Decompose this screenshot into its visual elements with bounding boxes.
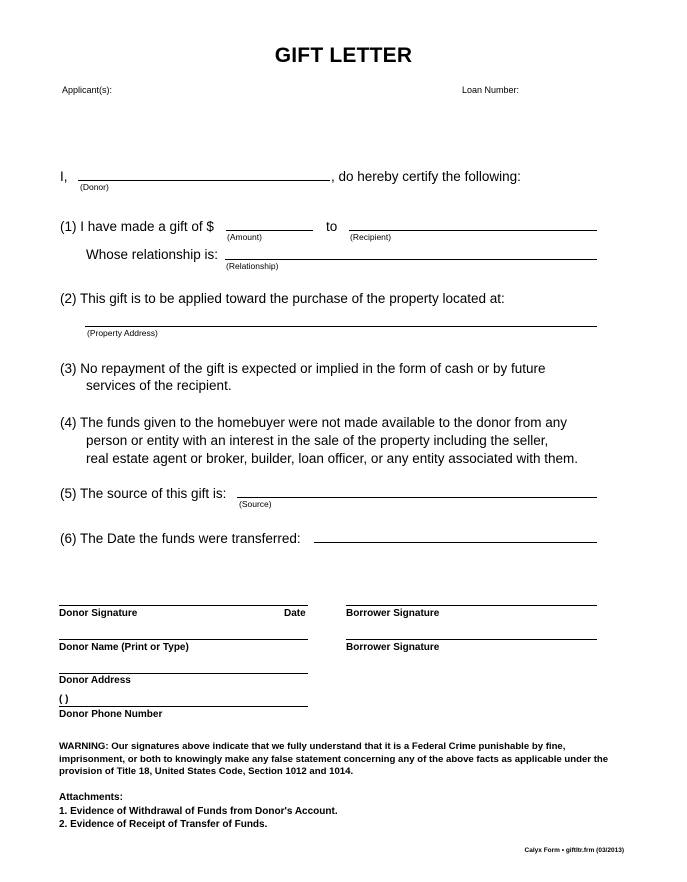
attachment-item-1: 1. Evidence of Withdrawal of Funds from Donor's Account. [59,806,338,817]
property-address-line[interactable] [85,326,597,327]
donor-name-line[interactable] [78,180,330,181]
borrower-signature-line-2[interactable] [346,639,597,640]
recipient-line[interactable] [349,230,597,231]
donor-phone-label: Donor Phone Number [59,709,163,720]
relationship-line[interactable] [225,259,597,260]
attachments-label: Attachments: [59,792,123,803]
item-6-text: (6) The Date the funds were transferred: [60,531,301,546]
borrower-signature-line-1[interactable] [346,605,597,606]
attachment-item-2: 2. Evidence of Receipt of Transfer of Funds. [59,819,268,830]
borrower-signature-label-1: Borrower Signature [346,608,440,619]
item-2-text: (2) This gift is to be applied toward the purchase of the property located at: [60,291,505,306]
loan-number-label: Loan Number: [462,85,520,95]
donor-signature-label: Donor Signature [59,608,138,619]
item-3-line-1: (3) No repayment of the gift is expected or implied in the form of cash or by future [60,361,546,376]
item-5-text: (5) The source of this gift is: [60,486,227,501]
to-text: to [326,219,338,234]
phone-area-code: ( ) [59,694,69,705]
item-4-line-3: real estate agent or broker, builder, loan officer, or any entity associated with them. [86,451,579,466]
item-4-line-2: person or entity with an interest in the sale of the property including the seller, [86,433,549,448]
relationship-caption: (Relationship) [226,261,279,271]
donor-address-label: Donor Address [59,675,131,686]
applicants-label: Applicant(s): [62,85,113,95]
transfer-date-line[interactable] [314,542,597,543]
page-title: GIFT LETTER [274,44,413,67]
source-line[interactable] [237,497,597,498]
donor-phone-line[interactable] [59,706,308,707]
certify-suffix: , do hereby certify the following: [331,169,521,184]
donor-name-print-line[interactable] [59,639,308,640]
amount-caption: (Amount) [227,232,262,242]
item-4-line-1: (4) The funds given to the homebuyer were not made available to the donor from any [60,415,568,430]
relationship-text: Whose relationship is: [86,247,219,262]
recipient-caption: (Recipient) [350,232,392,242]
item-3-line-2: services of the recipient. [86,378,232,393]
item-1-text: (1) I have made a gift of $ [60,219,214,234]
date-label: Date [284,608,306,619]
certify-prefix: I, [60,169,68,184]
donor-name-label: Donor Name (Print or Type) [59,642,189,653]
amount-line[interactable] [226,230,313,231]
donor-address-line[interactable] [59,673,308,674]
property-address-caption: (Property Address) [87,328,158,338]
borrower-signature-label-2: Borrower Signature [346,642,440,653]
form-footer: Calyx Form • giftltr.frm (03/2013) [524,847,624,854]
source-caption: (Source) [239,499,272,509]
donor-signature-line[interactable] [59,605,308,606]
warning-text: WARNING: Our signatures above indicate that we fully understand that it is a Federal Crime punishable by fine, imprisonment, or both to knowingly make any false statement concerning any of the above facts as applicable under the provision of Title 18, United States Code, Section 1012 and 1014. [59,741,609,777]
donor-caption: (Donor) [80,182,109,192]
